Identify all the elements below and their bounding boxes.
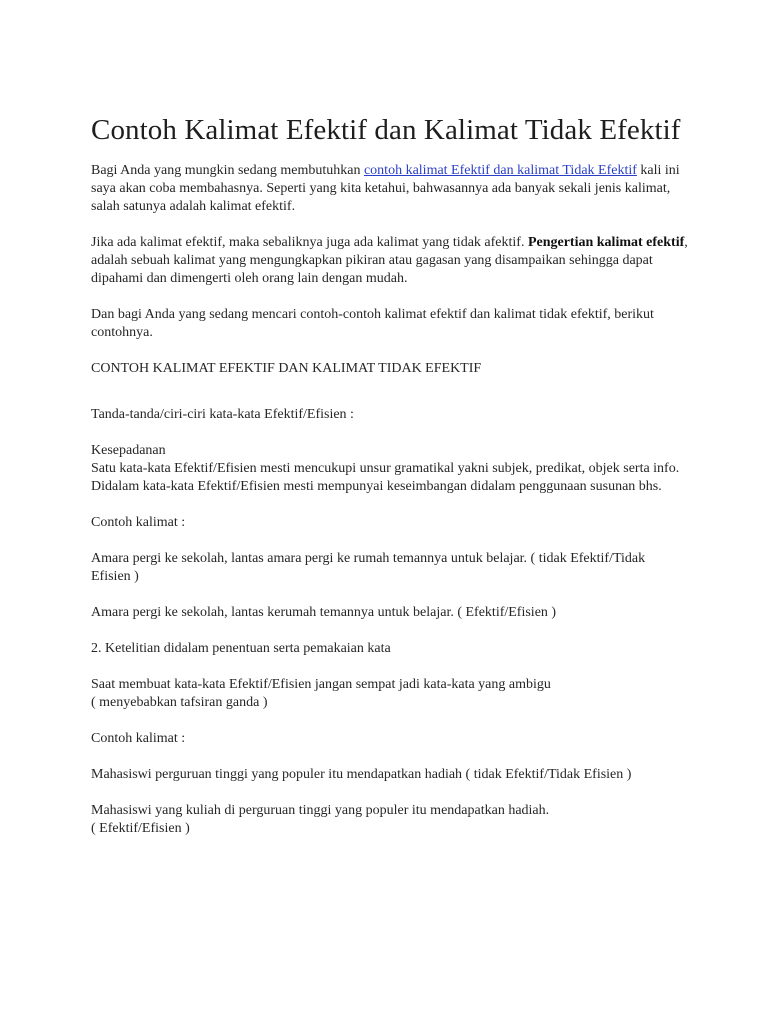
- point-2-body: [91, 676, 688, 712]
- kesepadanan-body: Satu kata-kata Efektif/Efisien mesti mencukupi unsur gramatikal yakni subjek, predikat, objek serta info. Didalam kata-kata Efektif/Efisien mesti mempunyai keseimbangan didalam penggunaan susunan bhs.: [91, 461, 680, 494]
- definition-text-start: Jika ada kalimat efektif, maka sebaliknya juga ada kalimat yang tidak afektif.: [91, 235, 528, 250]
- example-2a: Mahasiswi perguruan tinggi yang populer itu mendapatkan hadiah ( tidak Efektif/Tidak Efisien ): [91, 767, 632, 782]
- definition-paragraph: [91, 234, 688, 288]
- point-2-heading: 2. Ketelitian didalam penentuan serta pemakaian kata: [91, 641, 391, 656]
- example-2b-line1: Mahasiswi yang kuliah di perguruan tinggi yang populer itu mendapatkan hadiah.: [91, 803, 550, 818]
- point-2-body-line2: ( menyebabkan tafsiran ganda ): [91, 695, 268, 710]
- definition-term: Pengertian kalimat efektif: [527, 235, 685, 250]
- example-1a: Amara pergi ke sekolah, lantas amara pergi ke rumah temannya untuk belajar. ( tidak Efektif/Tidak Efisien ): [91, 551, 646, 584]
- example-1b: Amara pergi ke sekolah, lantas kerumah temannya untuk belajar. ( Efektif/Efisien ): [91, 605, 557, 620]
- kesepadanan-title: Kesepadanan: [91, 443, 166, 458]
- definition-text-end: , adalah sebuah kalimat yang mengungkapkan pikiran atau gagasan yang disampaikan sehingga dapat dipahami dan dimengerti oleh orang lain dengan mudah.: [91, 235, 688, 286]
- example-2b-line2: ( Efektif/Efisien ): [91, 821, 190, 836]
- example-2b: [91, 802, 688, 838]
- article-title: Contoh Kalimat Efektif dan Kalimat Tidak Efektif: [91, 114, 681, 146]
- article-link[interactable]: contoh kalimat Efektif dan kalimat Tidak Efektif: [363, 163, 637, 178]
- criteria-label: Tanda-tanda/ciri-ciri kata-kata Efektif/Efisien :: [91, 407, 354, 422]
- example-label-2: Contoh kalimat :: [91, 731, 186, 746]
- intro-paragraph: [91, 162, 688, 216]
- point-2-body-line1: Saat membuat kata-kata Efektif/Efisien jangan sempat jadi kata-kata yang ambigu: [91, 677, 551, 692]
- example-label-1: Contoh kalimat :: [91, 515, 186, 530]
- lead-in-paragraph: Dan bagi Anda yang sedang mencari contoh-contoh kalimat efektif dan kalimat tidak efektif, berikut contohnya.: [91, 307, 654, 340]
- intro-text-end: kali ini saya akan coba membahasnya. Seperti yang kita ketahui, bahwasannya ada banyak sekali jenis kalimat, salah satunya adalah kalimat efektif.: [91, 163, 680, 214]
- intro-text-start: Bagi Anda yang mungkin sedang membutuhkan: [91, 163, 364, 178]
- section-heading: CONTOH KALIMAT EFEKTIF DAN KALIMAT TIDAK EFEKTIF: [91, 361, 482, 376]
